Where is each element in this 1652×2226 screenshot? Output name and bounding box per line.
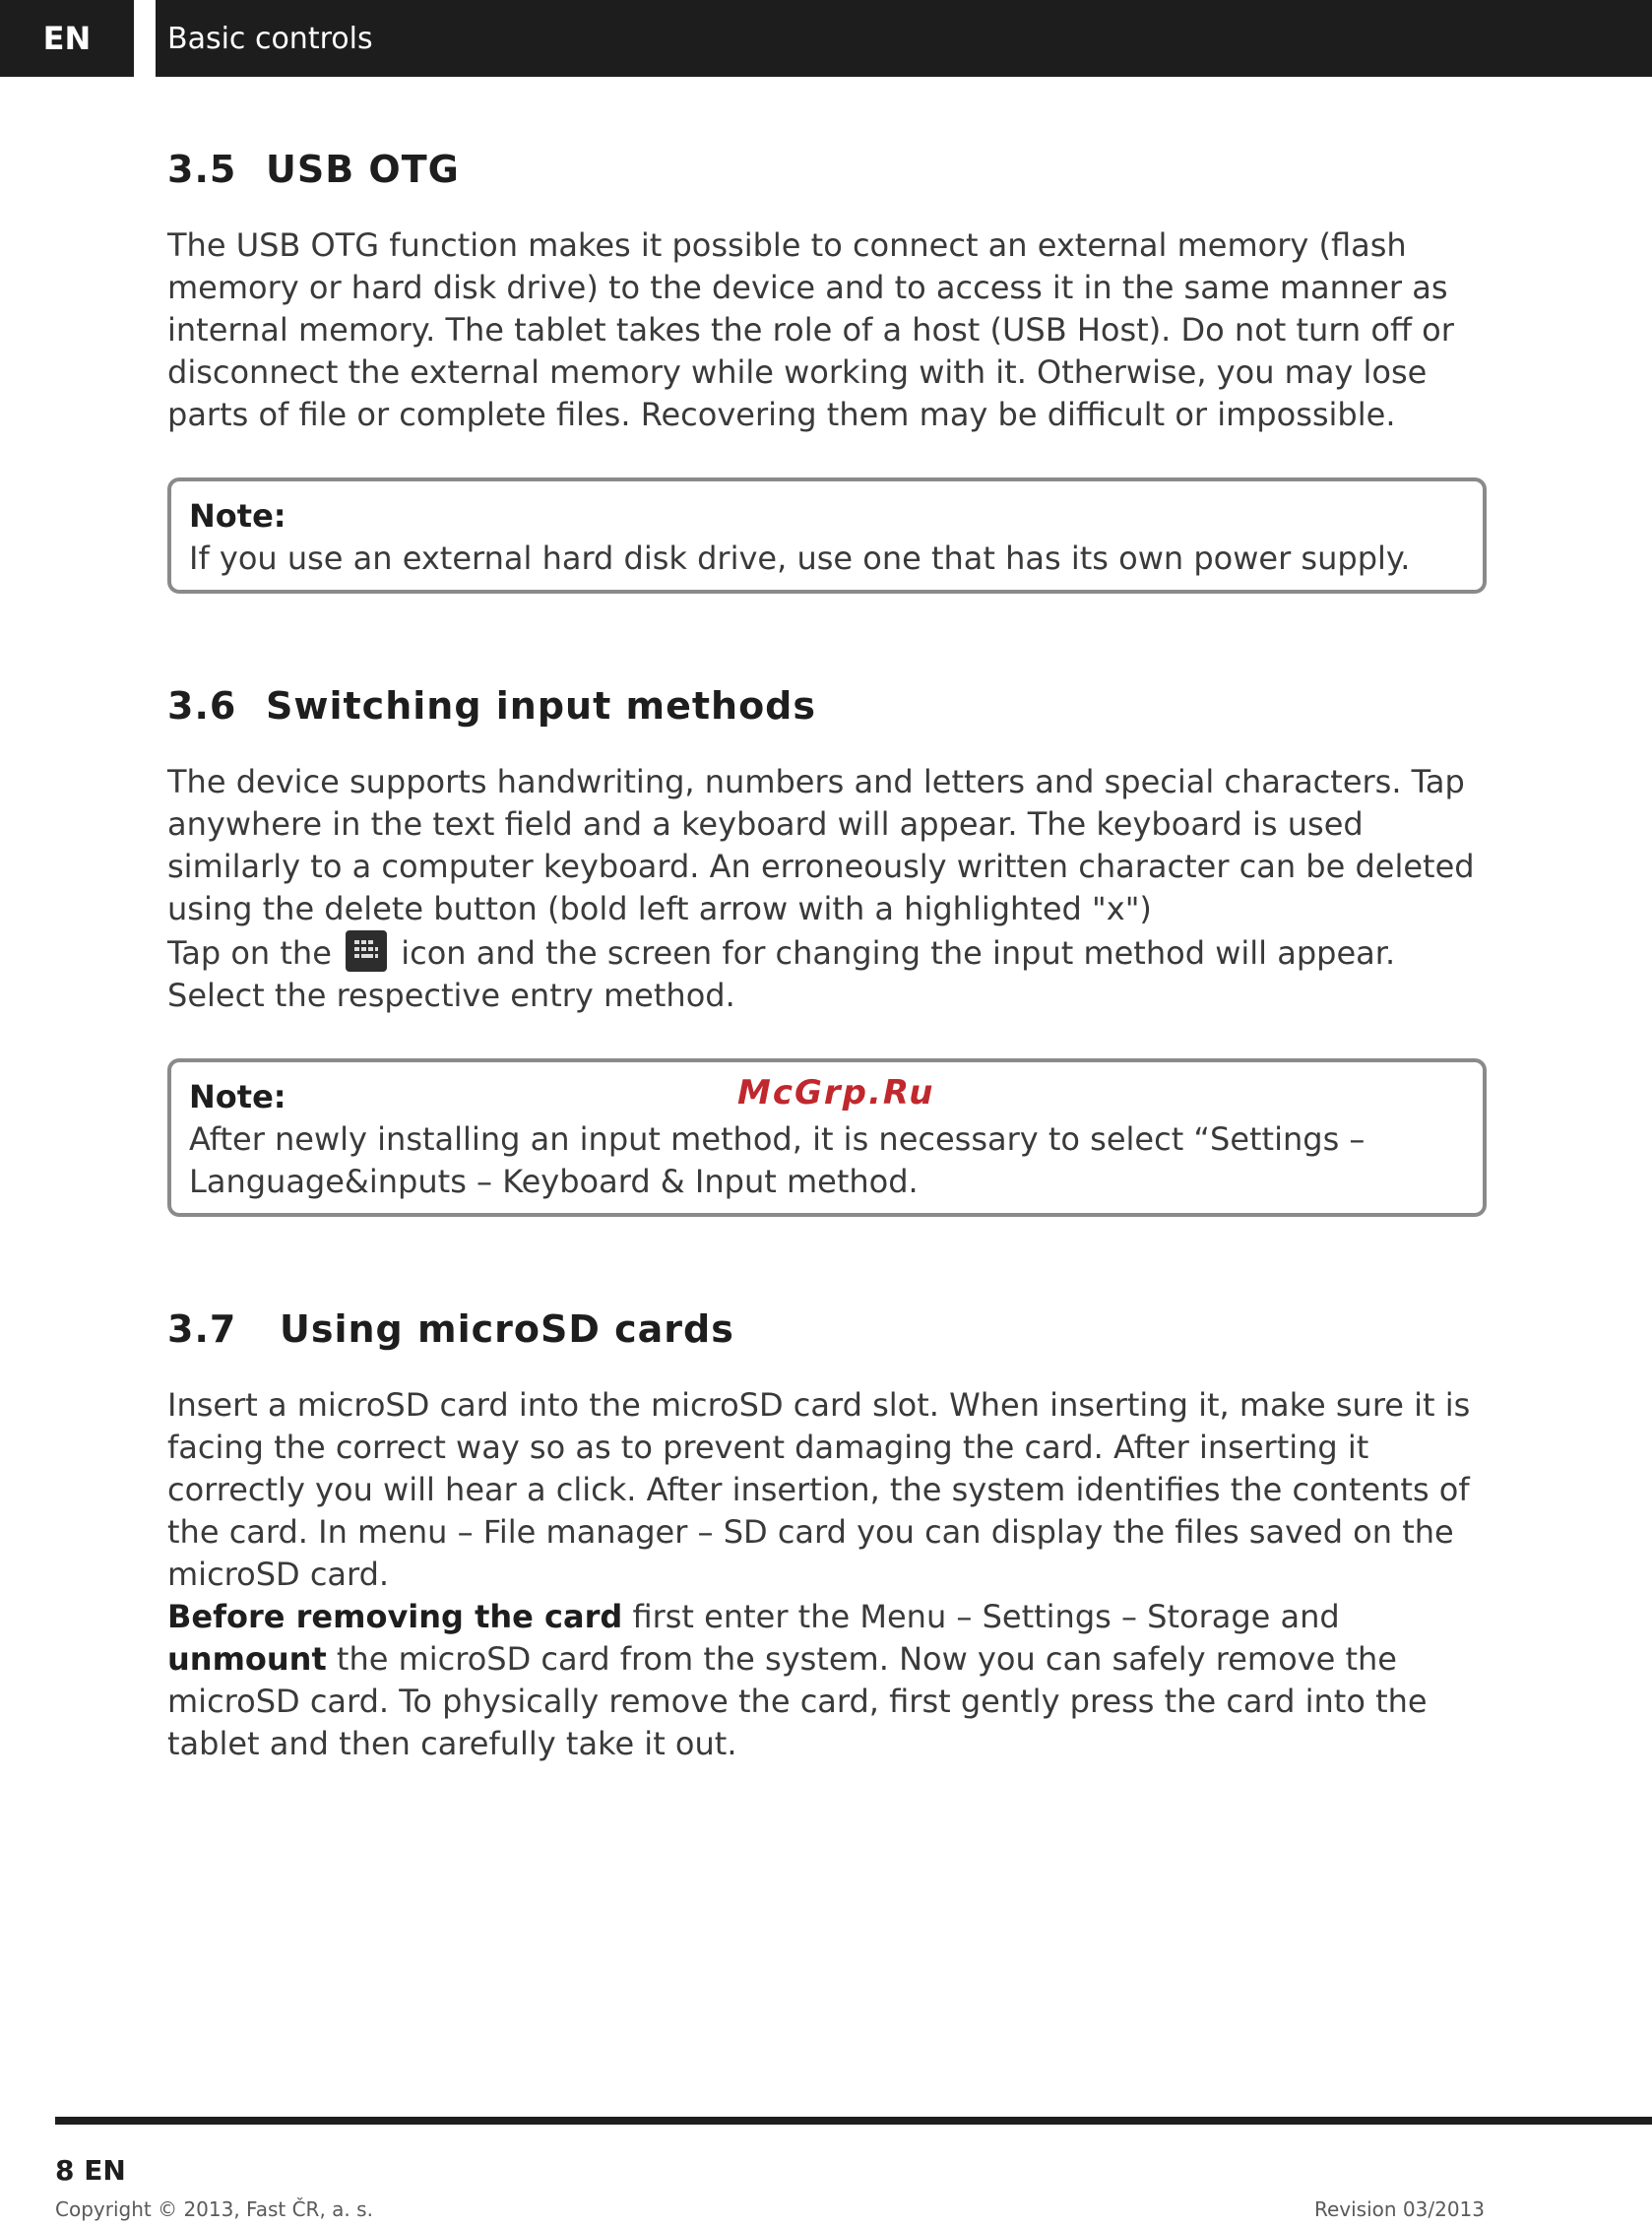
removal-mid-text: first enter the Menu – Settings – Storage and [632,1598,1340,1635]
section-body: Insert a microSD card into the microSD card slot. When inserting it, make sure it is facing the correct way so as to prevent damaging the card. After inserting it correctly you will hear a click. After insertion, the system identifies the contents of the card. In menu – File manager – SD card you can display the files saved on the microSD card. [167,1386,1471,1593]
section-number: 3.5 [167,148,237,191]
section-title: USB OTG [266,148,460,191]
removal-tail-text: the microSD card from the system. Now you can safely remove the microSD card. To physically remove the card, first gently press the card into the tablet and then carefully take it out. [167,1640,1428,1762]
note-label: Note: [189,497,286,535]
bold-unmount: unmount [167,1640,327,1678]
note-text: After newly installing an input method, it is necessary to select “Settings – Language&inputs – Keyboard & Input method. [189,1120,1366,1200]
section-number: 3.6 [167,684,237,728]
section-number: 3.7 [167,1307,237,1351]
tap-instruction [167,930,1487,1017]
section-heading-input-methods [167,684,1487,728]
note-label: Note: [189,1078,286,1115]
section-title: Using microSD cards [280,1307,734,1351]
revision: Revision 03/2013 [1313,2197,1485,2221]
note-text: If you use an external hard disk drive, use one that has its own power supply. [189,540,1411,577]
removal-instruction [167,1596,1487,1765]
language-badge: EN [0,0,134,77]
footer-rule [55,2117,1652,2125]
watermark: McGrp.Ru [737,1073,935,1113]
section-body: The USB OTG function makes it possible to connect an external memory (flash memory or hard disk drive) to the device and to access it in the same manner as internal memory. The tablet takes the role of a host (USB Host). Do not turn off or disconnect the external memory while working with it. Otherwise, you may lose parts of file or complete files. Recovering them may be difficult or impossible. [167,226,1454,433]
tap-after-text: icon and the screen for changing the input method will appear. Select the respective entry method. [167,934,1396,1014]
page-number: 8 EN [55,2154,126,2187]
bold-before-removing: Before removing the card [167,1598,623,1635]
page-content [167,148,1487,1765]
section-heading-microsd [167,1307,1487,1351]
note-box [167,1058,1487,1217]
copyright: Copyright © 2013, Fast ČR, a. s. [55,2197,373,2221]
keyboard-grid-icon [346,930,387,972]
section-body: The device supports handwriting, numbers and letters and special characters. Tap anywhere in the text field and a keyboard will appear. The keyboard is used similarly to a computer keyboard. An erroneously written character can be deleted using the delete button (bold left arrow with a highlighted "x") [167,763,1475,927]
section-heading-usb-otg [167,148,1487,191]
chapter-title: Basic controls [167,21,373,56]
section-title: Switching input methods [266,684,816,728]
chapter-header [156,0,1652,77]
tap-before-text: Tap on the [167,934,332,972]
note-box [167,477,1487,594]
